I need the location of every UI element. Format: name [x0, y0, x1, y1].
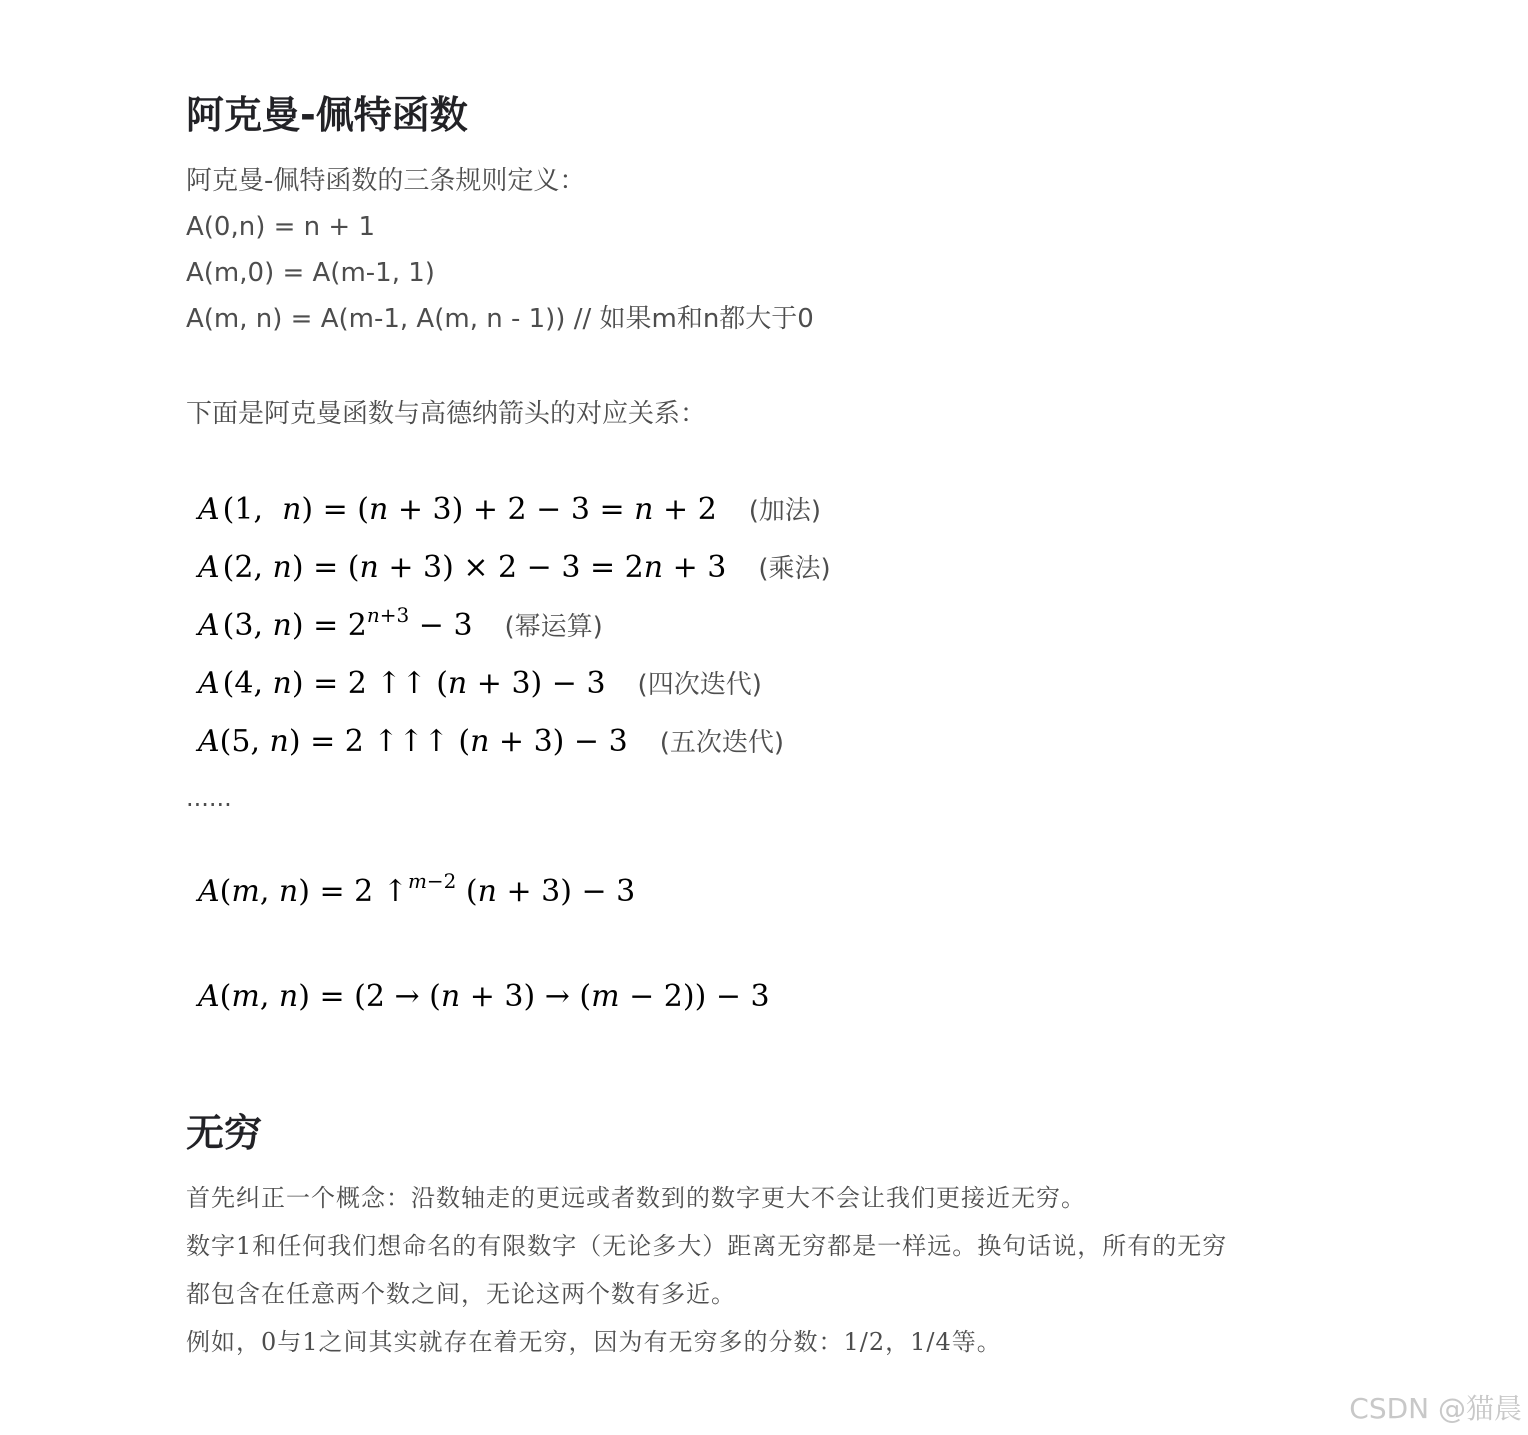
heading-ackermann: 阿克曼-佩特函数 — [186, 93, 468, 137]
formula-general-chain: A(m, n) = (2 → (n + 3) → (m − 2)) − 3 — [198, 979, 770, 1014]
infinity-line: 都包含在任意两个数之间，无论这两个数有多近。 — [186, 1280, 736, 1308]
relation-text: 下面是阿克曼函数与高德纳箭头的对应关系： — [186, 399, 707, 429]
definition-line: A(m,0) = A(m-1, 1) — [186, 258, 435, 288]
formula-multiplication: A (2, n) = (n + 3) × 2 − 3 = 2n + 3 (乘法) — [198, 550, 831, 585]
infinity-line: 首先纠正一个概念：沿数轴走的更远或者数到的数字更大不会让我们更接近无穷。 — [186, 1184, 1086, 1212]
ellipsis: ...... — [186, 784, 232, 812]
infinity-line: 数字1和任何我们想命名的有限数字（无论多大）距离无穷都是一样远。换句话说，所有的无穷 — [186, 1232, 1228, 1260]
formula-addition: A (1, n) = (n + 3) + 2 − 3 = n + 2 (加法) — [198, 492, 822, 527]
formula-tetration: A (4, n) = 2 ↑↑ (n + 3) − 3 (四次迭代) — [198, 666, 762, 701]
formula-note: (加法) — [748, 496, 822, 526]
formula-note: (乘法) — [758, 554, 831, 584]
heading-infinity: 无穷 — [186, 1111, 263, 1155]
formula-note: (幂运算) — [504, 612, 603, 642]
csdn-watermark: CSDN @猫晨 — [1349, 1392, 1522, 1425]
definition-line: A(m, n) = A(m-1, A(m, n - 1)) // 如果m和n都大于0 — [186, 304, 814, 334]
infinity-line: 例如，0与1之间其实就存在着无穷，因为有无穷多的分数：1/2，1/4等。 — [186, 1328, 1002, 1356]
ackermann-definition — [186, 158, 814, 342]
definition-line: 阿克曼-佩特函数的三条规则定义： — [186, 166, 586, 196]
formula-note: (四次迭代) — [637, 670, 762, 700]
formula-note: (五次迭代) — [659, 728, 784, 758]
formula-exponent: A (3, $n) = 2^{n+3} - 3$ (幂运算) — [198, 603, 603, 643]
formula-pentation: A(5, n) = 2 ↑↑↑ (n + 3) − 3 (五次迭代) — [198, 724, 784, 759]
formula-general-arrow: A(m, n) = 2 ↑$^{m-2}$ (n + 3) − 3 — [198, 869, 636, 909]
infinity-paragraph — [186, 1174, 1336, 1366]
definition-line: A(0,n) = n + 1 — [186, 212, 376, 242]
